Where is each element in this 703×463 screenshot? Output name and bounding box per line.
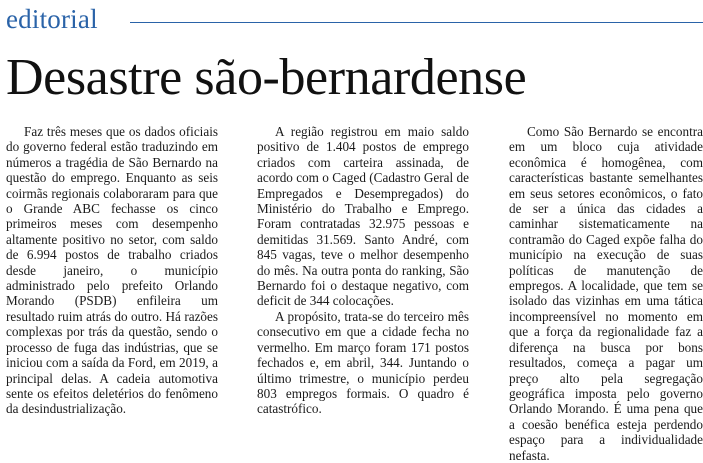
paragraph: Como São Bernardo se encontra em um bloco cuja atividade econômica é homogênea, com características bastante semelhantes em seus setores econômicos, o fato de ser a única das cidades a caminhar sistematicamente na contramão do Caged expõe falha do município na execução de suas políticas de manutenção de empregos. A localidade, que tem se isolado das vizinhas em uma tática incompreensível no momento em que a força da regionalidade faz a diferença na busca por bons resultados, começa a pagar um preço alto pela segregação geográfica imposta pelo governo Orlando Morando. É uma pena que a coesão benéfica esteja perdendo espaço para a individualidade nefasta. bbox=[509, 124, 703, 463]
headline: Desastre são-bernardense bbox=[6, 49, 527, 106]
column-3 bbox=[509, 124, 703, 463]
paragraph: Faz três meses que os dados oficiais do governo federal estão traduzindo em números a tragédia de São Bernardo na questão do emprego. Enquanto as seis coirmãs regionais colaboraram para que o Grande ABC fechasse os cinco primeiros meses com desempenho altamente positivo no setor, com saldo de 6.994 postos de trabalho criados desde janeiro, o município administrado pelo prefeito Orlando Morando (PSDB) enfileira um resultado ruim atrás do outro. Há razões complexas por trás da questão, sendo o processo de fuga das indústrias, que se iniciou com a saída da Ford, em 2019, a principal delas. A cadeia automotiva sente os efeitos deletérios do fenômeno da desindustrialização. bbox=[6, 124, 218, 417]
paragraph: A propósito, trata-se do terceiro mês consecutivo em que a cidade fecha no vermelho. Em março foram 171 postos fechados e, em abril, 344. Juntando o último trimestre, o município perdeu 803 empregos formais. O quadro é catastrófico. bbox=[257, 308, 469, 417]
column-1 bbox=[6, 124, 218, 417]
paragraph: A região registrou em maio saldo positivo de 1.404 postos de emprego criados com carteira assinada, de acordo com o Caged (Cadastro Geral de Empregados e Desempregados) do Ministério do Trabalho e Emprego. Foram contratadas 32.975 pessoas e demitidas 31.569. Santo André, com 845 vagas, teve o melhor desempenho do mês. Na outra ponta do ranking, São Bernardo foi o destaque negativo, com deficit de 344 colocações. bbox=[257, 124, 469, 309]
article-body bbox=[6, 124, 703, 463]
section-rule bbox=[130, 22, 703, 23]
section-tag: editorial bbox=[6, 4, 98, 34]
column-2 bbox=[257, 124, 469, 417]
